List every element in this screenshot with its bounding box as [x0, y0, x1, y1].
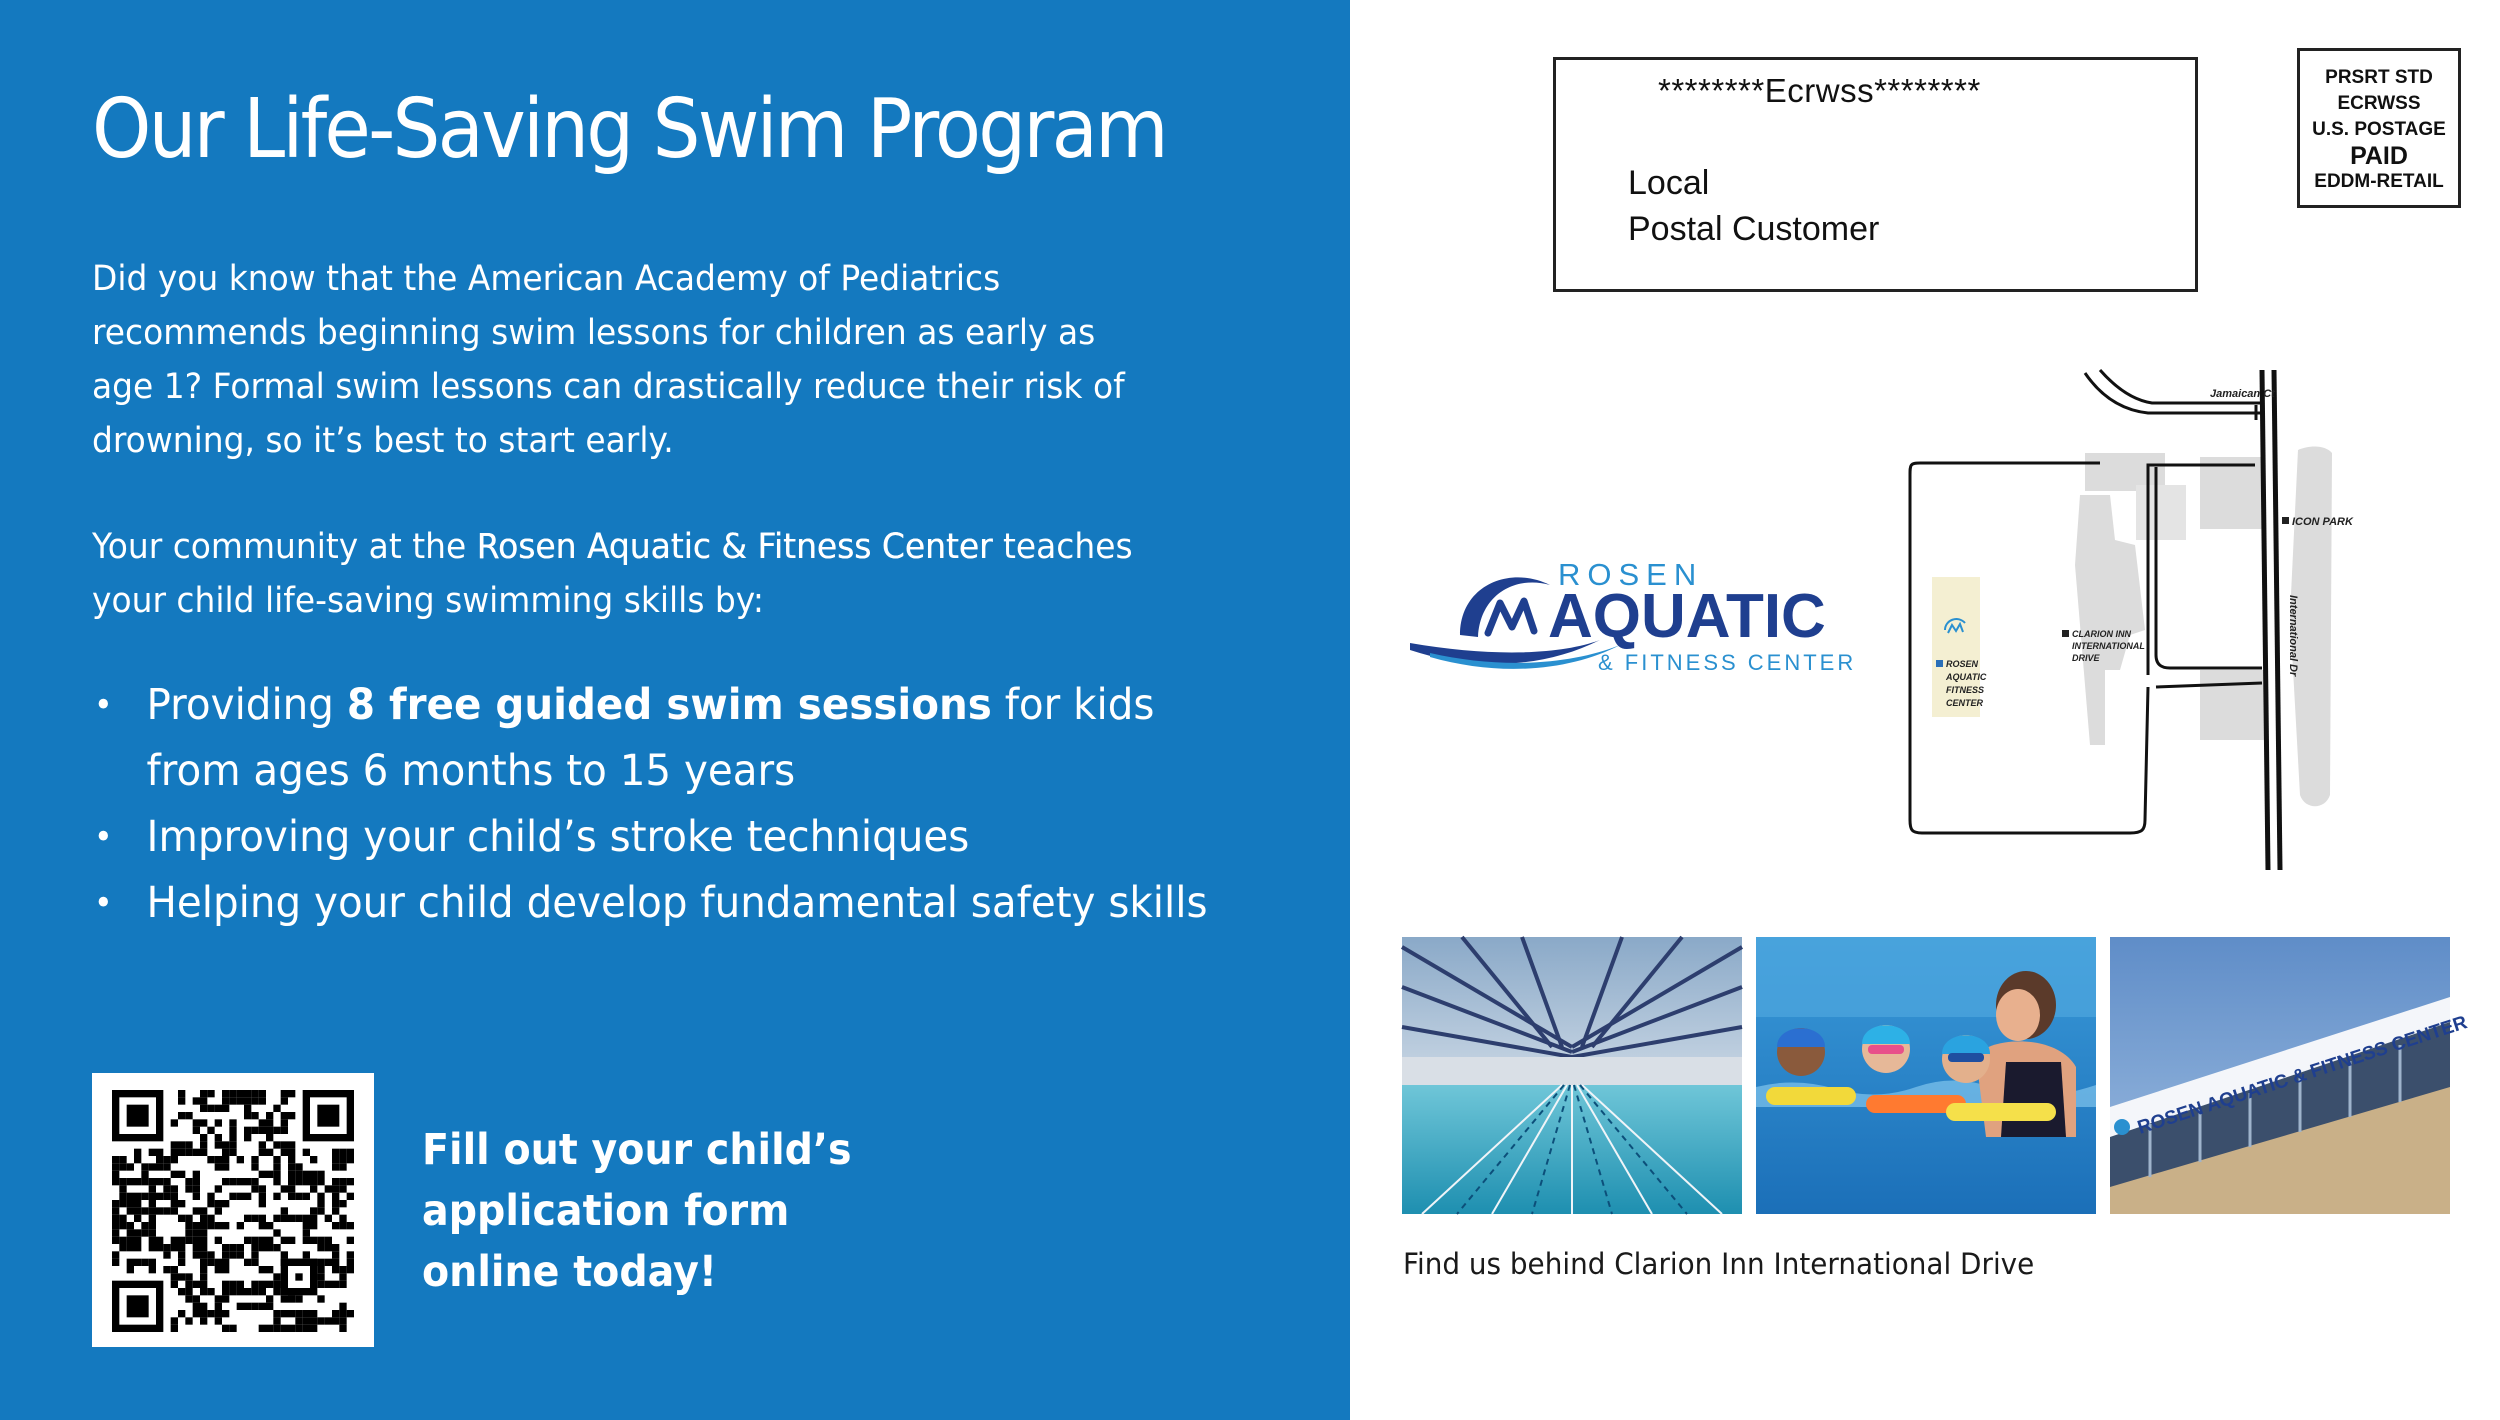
map-building	[2136, 485, 2186, 540]
benefit-text: Improving your child’s stroke techniques	[146, 812, 970, 862]
logo-aquatic: AQUATIC	[1548, 582, 1826, 651]
address-line-1: Local	[1628, 164, 1710, 202]
map-label-clarion: CLARION INN	[2072, 629, 2131, 639]
map-building	[2200, 670, 2268, 740]
map-rosen-area	[1932, 577, 1980, 717]
map-marker-icon	[2062, 630, 2069, 637]
benefit-highlight: 8 free guided swim sessions	[346, 680, 992, 730]
map-label-rosen: ROSEN	[1946, 659, 1979, 669]
logo-fitness-center: & FITNESS CENTER	[1598, 650, 1857, 675]
benefit-text: for kids from ages 6 months to 15 years	[146, 680, 1155, 796]
map-marker-icon	[2282, 517, 2289, 524]
map-building	[2075, 495, 2145, 745]
photo-indoor-pool	[1402, 937, 1742, 1214]
building-sign-text: ROSEN AQUATIC & FITNESS CENTER	[2135, 1012, 2470, 1139]
photo-building-sign	[2110, 937, 2470, 1214]
map-label-rosen: AQUATIC	[1946, 672, 1987, 682]
postage-line: PRSRT STD	[2325, 67, 2433, 88]
map-label-clarion: DRIVE	[2072, 653, 2100, 663]
map-marker-icon	[1936, 660, 1943, 667]
map-caption: Find us behind Clarion Inn International Drive	[1403, 1247, 2035, 1281]
map-road-international-dr	[2274, 370, 2280, 870]
intro-paragraph: Did you know that the American Academy of Pediatrics recommends beginning swim lessons for children as early as age 1? Formal swim lessons can drastically reduce their risk of drowning, so it’s best to start early.	[92, 259, 1125, 461]
map-label-clarion: INTERNATIONAL	[2072, 641, 2145, 651]
kids-swim-lesson-image	[1756, 937, 2096, 1214]
benefit-item	[92, 672, 1220, 804]
logo-rosen: ROSEN	[1558, 557, 1704, 592]
map-label-icon-park: ICON PARK	[2292, 516, 2353, 528]
cta-line: application form	[422, 1186, 790, 1236]
community-text-before: Your community at the	[92, 527, 477, 567]
postage-line: U.S. POSTAGE	[2312, 119, 2446, 140]
benefit-item	[92, 870, 1220, 936]
qr-code[interactable]	[92, 1073, 374, 1347]
benefit-item	[92, 804, 1220, 870]
community-text-after: teaches your child life-saving swimming skills by:	[92, 527, 1133, 621]
endorsement-line: ********Ecrwss********	[1658, 72, 1981, 109]
cta-text	[422, 1120, 852, 1303]
community-paragraph	[92, 520, 1145, 628]
postage-paid: PAID	[2350, 142, 2408, 170]
postage-indicia	[2297, 48, 2461, 208]
map-road-international-dr	[2262, 370, 2268, 870]
indoor-pool-image	[1402, 937, 1742, 1214]
center-name: Rosen Aquatic & Fitness Center	[476, 527, 993, 567]
photo-kids-swim-lesson	[1756, 937, 2096, 1214]
map-building	[2200, 457, 2264, 529]
cta-line: online today!	[422, 1247, 717, 1297]
benefit-list	[92, 672, 1220, 936]
cta-line: Fill out your child’s	[422, 1125, 852, 1175]
postage-line: EDDM-RETAIL	[2314, 171, 2444, 192]
postage-line: ECRWSS	[2337, 93, 2421, 114]
map-label-rosen: FITNESS	[1946, 685, 1985, 695]
mailing-address-box	[1553, 57, 2198, 292]
location-map	[1900, 365, 2353, 870]
address-line-2: Postal Customer	[1628, 210, 1880, 248]
map-label-jamaican-ct: Jamaican Ct	[2210, 388, 2275, 400]
benefit-text: Providing	[146, 680, 347, 730]
rosen-aquatic-logo	[1400, 545, 1860, 685]
benefit-text: Helping your child develop fundamental safety skills	[146, 878, 1208, 928]
headline: Our Life-Saving Swim Program	[92, 82, 1166, 177]
map-label-international-dr: International Dr	[2287, 595, 2299, 677]
qr-code-icon	[112, 1090, 354, 1332]
building-sign-image	[2110, 937, 2470, 1214]
map-label-rosen: CENTER	[1946, 698, 1984, 708]
logo-w-icon	[1488, 601, 1534, 633]
